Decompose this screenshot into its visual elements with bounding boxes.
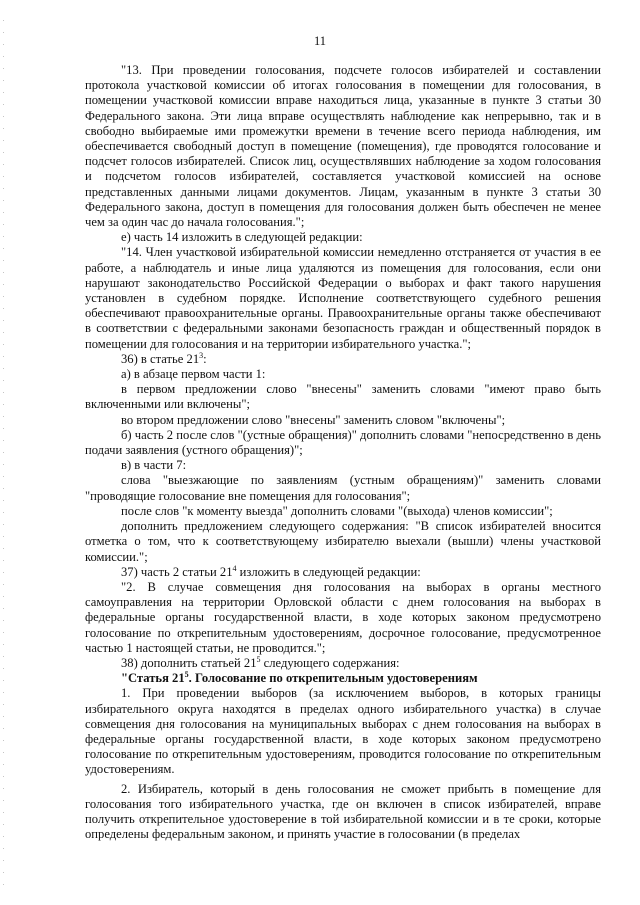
paragraph-item-37: 37) часть 2 статьи $21^4$ изложить в следующей редакции: — [121, 563, 421, 579]
scan-margin-dots — [3, 20, 4, 890]
paragraph-item-38: 38) дополнить статьей $21^5$ следующего содержания: — [121, 654, 400, 670]
paragraph-37-text: "2. В случае совмещения дня голосования на выборах в органы местного самоуправления на территории Орловской области с днем голосования на выборах в федеральные органы государственной власти, в ходе которых законом предусмотрено голосование по открепительным удостоверениям, досрочное голосование, предусмотренное частью 1 настоящей статьи, не проводится."; — [85, 579, 601, 655]
paragraph-e: е) часть 14 изложить в следующей редакции: — [121, 230, 363, 245]
paragraph-36-v: в) в части 7: — [121, 458, 187, 473]
paragraph-36-a-2: во втором предложении слово "внесены" заменить словом "включены"; — [121, 412, 506, 427]
paragraph-item-14: "14. Член участковой избирательной комиссии немедленно отстраняется от участия в ее работе, а наблюдатель и иные лица удаляются из помещения для голосования, если они нарушают законодательство Российской Федерации о выборах и факт такого нарушения установлен в судебном порядке. Исполнение соответствующего судебного решения обеспечивают правоохранительные органы. Правоохранительные органы также обеспечивают в соответствии с федеральными законами безопасность граждан и общественный порядок в помещении для голосования и на территории избирательного участка."; — [85, 245, 601, 351]
paragraph-36-v-2: после слов "к моменту выезда" дополнить словами "(выхода) членов комиссии"; — [121, 503, 553, 518]
page-number: 11 — [313, 34, 327, 48]
paragraph-36-a-1: в первом предложении слово "внесены" заменить словами "имеют право быть включенными или включены"; — [85, 382, 601, 412]
paragraph-36-a: а) в абзаце первом части 1: — [121, 367, 266, 382]
article-part-2: 2. Избиратель, который в день голосования не сможет прибыть в помещение для голосования того избирательного участка, где он включен в список избирателей, вправе получить открепительное удостоверение в той избирательной комиссии и в те сроки, которые определены федеральным законом, и принять участие в голосовании (в пределах — [85, 781, 601, 842]
paragraph-36-v-1: слова "выезжающие по заявлениям (устным обращениям)" заменить словами "проводящие голосование вне помещения для голосования"; — [85, 473, 601, 503]
document-body — [85, 63, 601, 842]
paragraph-item-13: "13. При проведении голосования, подсчете голосов избирателей и составлении протокола участковой комиссии об итогах голосования в помещении для голосования, в помещении участковой комиссии вправе находиться лица, указанные в пункте 3 статьи 30 Федерального закона. Эти лица вправе осуществлять наблюдение как непрерывно, так и в свободно выбираемые ими промежутки времени в течение всего периода наблюдения, им обеспечивается свободный доступ в помещение (помещения), где проводятся голосование и подсчет голосов избирателей. Список лиц, осуществлявших наблюдение за ходом голосования и подсчетом голосов избирателей, составляется участковой комиссией на основе представленных данными лицами документов. Лицам, указанным в пункте 3 статьи 30 Федерального закона, доступ в помещения для голосования должен быть обеспечен не менее чем за один час до начала голосования."; — [85, 63, 601, 230]
article-part-1: 1. При проведении выборов (за исключением выборов, в которых границы избирательного округа находятся в пределах одного избирательного участка) в случае совмещения дня голосования на муниципальных выборах с днем голосования на выборах в федеральные органы государственной власти, в ходе которых законом предусмотрено голосование по открепительным удостоверениям, проводится голосование по открепительным удостоверениям. — [85, 686, 601, 777]
paragraph-item-36: 36) в статье $21^3$: — [121, 350, 207, 366]
article-heading: "Статья $21^5$. Голосование по открепительным удостоверениям — [121, 669, 478, 686]
paragraph-36-b: б) часть 2 после слов "(устные обращения)" дополнить словами "непосредственно в день подачи заявления (устного обращения)"; — [85, 427, 601, 458]
paragraph-36-v-3: дополнить предложением следующего содержания: "В список избирателей вносится отметка о том, что к соответствующему избирателю выехали (вышли) члены участковой комиссии."; — [85, 519, 601, 564]
